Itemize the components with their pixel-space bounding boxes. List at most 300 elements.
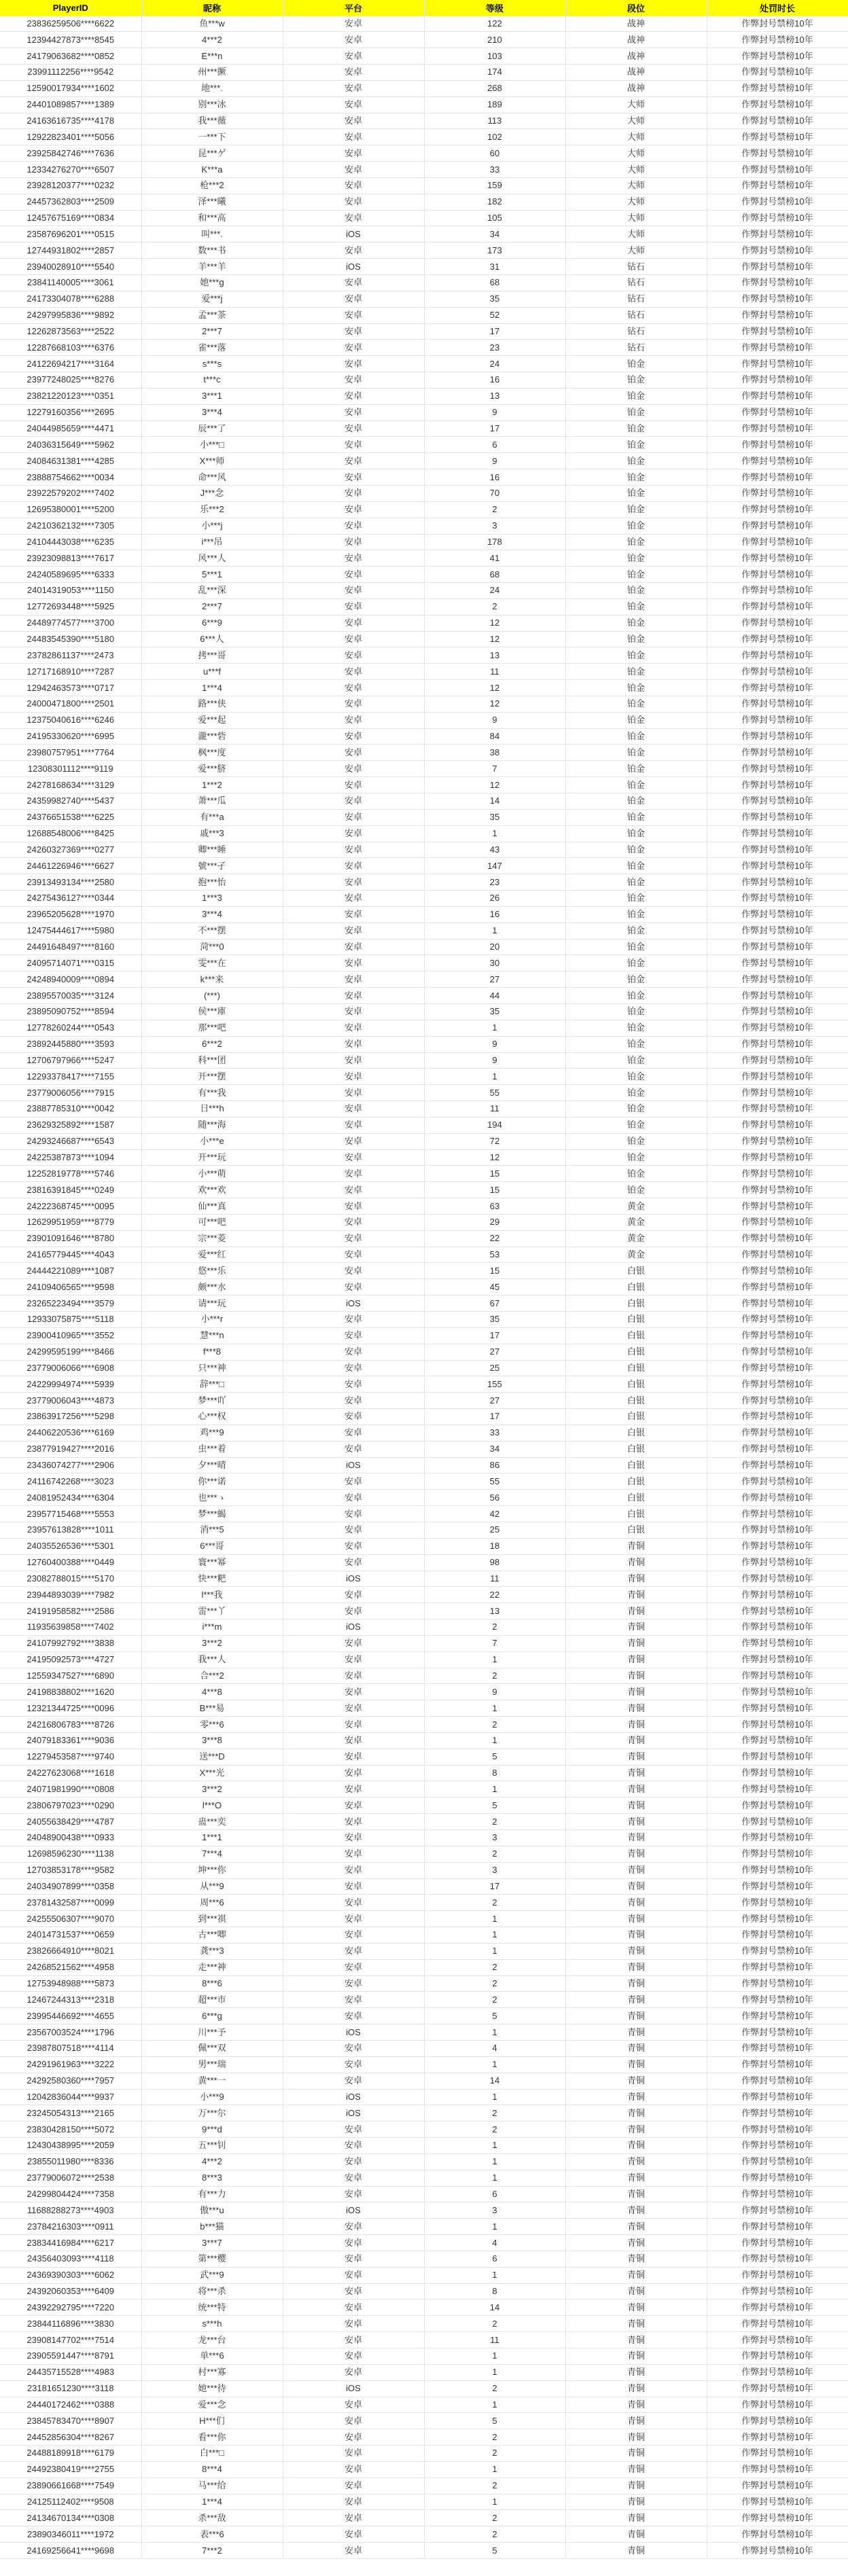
cell-penalty: 作弊封号禁榜10年	[707, 2024, 848, 2041]
cell-level: 155	[424, 1376, 565, 1393]
cell-player-id: 24457362803****2509	[0, 194, 141, 210]
cell-rank: 青铜	[565, 1554, 707, 1571]
cell-player-id: 24483545390****5180	[0, 631, 141, 647]
cell-platform: 安卓	[283, 971, 424, 988]
cell-player-id: 24268521562****4958	[0, 1959, 141, 1975]
cell-platform: 安卓	[283, 550, 424, 567]
cell-nickname: 4***8	[141, 1684, 283, 1700]
table-row	[0, 2526, 848, 2543]
cell-penalty: 作弊封号禁榜10年	[707, 307, 848, 323]
table-row	[0, 16, 848, 32]
cell-player-id: 12629951959****8779	[0, 1214, 141, 1230]
cell-nickname: 她***待	[141, 2380, 283, 2397]
cell-nickname: 川***予	[141, 2024, 283, 2041]
cell-player-id: 23841140005****3061	[0, 275, 141, 291]
cell-level: 3	[424, 2202, 565, 2219]
cell-rank: 铂金	[565, 583, 707, 599]
cell-platform: 安卓	[283, 1020, 424, 1036]
cell-penalty: 作弊封号禁榜10年	[707, 2348, 848, 2365]
cell-nickname: 有***我	[141, 1085, 283, 1101]
cell-platform: iOS	[283, 2024, 424, 2041]
table-row	[0, 32, 848, 48]
cell-nickname: 从***9	[141, 1878, 283, 1895]
cell-platform: 安卓	[283, 2494, 424, 2510]
cell-rank: 钻石	[565, 291, 707, 307]
cell-player-id: 24227623068****1618	[0, 1765, 141, 1781]
cell-nickname: 瀧***砦	[141, 728, 283, 745]
cell-penalty: 作弊封号禁榜10年	[707, 2413, 848, 2429]
table-row	[0, 145, 848, 162]
cell-platform: 安卓	[283, 1247, 424, 1263]
cell-penalty: 作弊封号禁榜10年	[707, 647, 848, 664]
cell-rank: 青铜	[565, 1814, 707, 1830]
cell-nickname: 6***9	[141, 615, 283, 631]
cell-rank: 铂金	[565, 567, 707, 583]
cell-platform: 安卓	[283, 1312, 424, 1328]
table-row	[0, 2364, 848, 2380]
table-row	[0, 1700, 848, 1717]
cell-rank: 铂金	[565, 1117, 707, 1133]
cell-penalty: 作弊封号禁榜10年	[707, 891, 848, 907]
cell-level: 45	[424, 1279, 565, 1295]
table-row	[0, 421, 848, 437]
cell-rank: 青铜	[565, 2413, 707, 2429]
cell-nickname: 欢***欢	[141, 1182, 283, 1198]
cell-level: 14	[424, 2300, 565, 2316]
cell-platform: 安卓	[283, 340, 424, 356]
table-row	[0, 906, 848, 923]
cell-player-id: 12559347527****6890	[0, 1668, 141, 1684]
cell-player-id: 24084631381****4285	[0, 453, 141, 469]
cell-player-id: 11688288273****4903	[0, 2202, 141, 2219]
cell-nickname: i***吊	[141, 534, 283, 550]
cell-player-id: 23826664910****8021	[0, 1943, 141, 1959]
cell-penalty: 作弊封号禁榜10年	[707, 2008, 848, 2024]
cell-player-id: 12717168910****7287	[0, 664, 141, 680]
table-row	[0, 1457, 848, 1473]
cell-penalty: 作弊封号禁榜10年	[707, 793, 848, 810]
cell-rank: 青铜	[565, 2283, 707, 2300]
cell-rank: 青铜	[565, 1635, 707, 1651]
cell-level: 12	[424, 696, 565, 712]
cell-rank: 白银	[565, 1473, 707, 1490]
cell-platform: 安卓	[283, 323, 424, 340]
cell-platform: 安卓	[283, 1732, 424, 1749]
table-row	[0, 2477, 848, 2494]
cell-penalty: 作弊封号禁榜10年	[707, 1749, 848, 1765]
cell-rank: 青铜	[565, 2105, 707, 2122]
cell-penalty: 作弊封号禁榜10年	[707, 226, 848, 243]
cell-rank: 白银	[565, 1506, 707, 1522]
cell-penalty: 作弊封号禁榜10年	[707, 809, 848, 825]
cell-rank: 青铜	[565, 1862, 707, 1878]
cell-penalty: 作弊封号禁榜10年	[707, 2219, 848, 2235]
cell-nickname: 小***□	[141, 437, 283, 453]
table-row	[0, 1360, 848, 1376]
cell-penalty: 作弊封号禁榜10年	[707, 194, 848, 210]
cell-penalty: 作弊封号禁榜10年	[707, 2494, 848, 2510]
cell-penalty: 作弊封号禁榜10年	[707, 858, 848, 874]
table-row	[0, 664, 848, 680]
cell-rank: 青铜	[565, 1700, 707, 1717]
cell-platform: 安卓	[283, 485, 424, 501]
cell-penalty: 作弊封号禁榜10年	[707, 2380, 848, 2397]
table-row	[0, 2380, 848, 2397]
cell-level: 102	[424, 129, 565, 145]
cell-nickname: 6***人	[141, 631, 283, 647]
cell-penalty: 作弊封号禁榜10年	[707, 32, 848, 48]
cell-level: 1	[424, 1927, 565, 1944]
cell-nickname: 有***力	[141, 2186, 283, 2202]
table-row	[0, 2446, 848, 2462]
cell-rank: 铂金	[565, 550, 707, 567]
table-row	[0, 2105, 848, 2122]
cell-player-id: 24134670134****0308	[0, 2510, 141, 2526]
cell-platform: 安卓	[283, 1490, 424, 1506]
cell-platform: 安卓	[283, 1052, 424, 1069]
cell-nickname: 走***神	[141, 1959, 283, 1975]
cell-penalty: 作弊封号禁榜10年	[707, 469, 848, 486]
cell-rank: 青铜	[565, 2089, 707, 2105]
cell-nickname: 寰***幂	[141, 1554, 283, 1571]
table-row	[0, 1263, 848, 1279]
cell-rank: 白银	[565, 1279, 707, 1295]
cell-penalty: 作弊封号禁榜10年	[707, 1862, 848, 1878]
table-row	[0, 113, 848, 129]
cell-platform: 安卓	[283, 2056, 424, 2073]
cell-platform: 安卓	[283, 2186, 424, 2202]
cell-rank: 白银	[565, 1457, 707, 1473]
table-row	[0, 259, 848, 275]
cell-rank: 青铜	[565, 2477, 707, 2494]
cell-level: 38	[424, 745, 565, 761]
cell-level: 268	[424, 80, 565, 96]
cell-platform: 安卓	[283, 1554, 424, 1571]
cell-rank: 青铜	[565, 2380, 707, 2397]
table-row	[0, 631, 848, 647]
cell-rank: 白银	[565, 1376, 707, 1393]
table-row	[0, 1069, 848, 1085]
table-row	[0, 1344, 848, 1360]
cell-level: 2	[424, 2105, 565, 2122]
cell-level: 15	[424, 1182, 565, 1198]
cell-nickname: s***h	[141, 2316, 283, 2332]
cell-player-id: 23781432587****0099	[0, 1895, 141, 1911]
cell-player-id: 12942463573****0717	[0, 680, 141, 696]
cell-level: 56	[424, 1490, 565, 1506]
table-row	[0, 567, 848, 583]
cell-level: 22	[424, 1587, 565, 1603]
cell-rank: 青铜	[565, 1538, 707, 1554]
cell-level: 12	[424, 1149, 565, 1166]
cell-platform: 安卓	[283, 1441, 424, 1457]
cell-level: 189	[424, 96, 565, 113]
cell-penalty: 作弊封号禁榜10年	[707, 96, 848, 113]
cell-nickname: K***a	[141, 162, 283, 178]
cell-nickname: 爱***j	[141, 291, 283, 307]
cell-player-id: 24125112402****9508	[0, 2494, 141, 2510]
cell-player-id: 24198838802****1620	[0, 1684, 141, 1700]
cell-rank: 青铜	[565, 2267, 707, 2283]
cell-platform: 安卓	[283, 2510, 424, 2526]
table-row	[0, 1571, 848, 1587]
table-row	[0, 96, 848, 113]
cell-platform: 安卓	[283, 1797, 424, 1814]
cell-nickname: 鱼***w	[141, 16, 283, 32]
cell-rank: 黄金	[565, 1214, 707, 1230]
cell-level: 2	[424, 2510, 565, 2526]
cell-player-id: 24440172462****0388	[0, 2397, 141, 2413]
cell-nickname: 第***樱	[141, 2251, 283, 2267]
cell-player-id: 24292580360****7957	[0, 2073, 141, 2089]
table-row	[0, 2397, 848, 2413]
cell-player-id: 24107992792****3838	[0, 1635, 141, 1651]
cell-penalty: 作弊封号禁榜10年	[707, 2153, 848, 2170]
cell-penalty: 作弊封号禁榜10年	[707, 2364, 848, 2380]
cell-level: 98	[424, 1554, 565, 1571]
cell-player-id: 24216806783****8726	[0, 1717, 141, 1733]
cell-player-id: 23892445880****3593	[0, 1036, 141, 1052]
cell-rank: 大师	[565, 177, 707, 194]
table-row	[0, 1166, 848, 1182]
cell-penalty: 作弊封号禁榜10年	[707, 1133, 848, 1149]
cell-nickname: u***f	[141, 664, 283, 680]
cell-level: 33	[424, 162, 565, 178]
cell-penalty: 作弊封号禁榜10年	[707, 1166, 848, 1182]
cell-nickname: 悠***乐	[141, 1263, 283, 1279]
cell-platform: 安卓	[283, 1895, 424, 1911]
cell-player-id: 12744931802****2857	[0, 243, 141, 259]
cell-penalty: 作弊封号禁榜10年	[707, 210, 848, 226]
cell-platform: 安卓	[283, 1376, 424, 1393]
cell-nickname: 快***粑	[141, 1571, 283, 1587]
cell-penalty: 作弊封号禁榜10年	[707, 1765, 848, 1781]
cell-nickname: 8***6	[141, 1975, 283, 1992]
cell-level: 147	[424, 858, 565, 874]
cell-nickname: 五***钊	[141, 2138, 283, 2154]
cell-penalty: 作弊封号禁榜10年	[707, 825, 848, 842]
cell-nickname: (***)	[141, 988, 283, 1004]
cell-nickname: 可***吧	[141, 1214, 283, 1230]
table-row	[0, 1895, 848, 1911]
table-row	[0, 1732, 848, 1749]
cell-nickname: 爱***念	[141, 2397, 283, 2413]
cell-player-id: 24491648497****8160	[0, 939, 141, 955]
cell-player-id: 23905591447****8791	[0, 2348, 141, 2365]
cell-level: 11	[424, 1571, 565, 1587]
cell-level: 14	[424, 793, 565, 810]
cell-nickname: k***来	[141, 971, 283, 988]
cell-nickname: 爱***脐	[141, 761, 283, 777]
cell-penalty: 作弊封号禁榜10年	[707, 1522, 848, 1538]
cell-platform: 安卓	[283, 2122, 424, 2138]
table-row	[0, 437, 848, 453]
cell-platform: 安卓	[283, 1214, 424, 1230]
cell-rank: 大师	[565, 194, 707, 210]
cell-level: 24	[424, 583, 565, 599]
cell-nickname: 不***摆	[141, 923, 283, 939]
table-row	[0, 874, 848, 891]
cell-penalty: 作弊封号禁榜10年	[707, 2316, 848, 2332]
cell-level: 1	[424, 2138, 565, 2154]
cell-nickname: 龙***台	[141, 2332, 283, 2348]
cell-nickname: 孟***茶	[141, 307, 283, 323]
cell-penalty: 作弊封号禁榜10年	[707, 404, 848, 421]
cell-penalty: 作弊封号禁榜10年	[707, 1635, 848, 1651]
table-row	[0, 356, 848, 372]
table-row	[0, 2153, 848, 2170]
cell-player-id: 12375040616****6246	[0, 712, 141, 728]
cell-player-id: 24461226946****6627	[0, 858, 141, 874]
table-row	[0, 1490, 848, 1506]
cell-nickname: 白***□	[141, 2446, 283, 2462]
cell-penalty: 作弊封号禁榜10年	[707, 761, 848, 777]
cell-player-id: 24000471800****2501	[0, 696, 141, 712]
cell-platform: 安卓	[283, 177, 424, 194]
cell-nickname: 我***薇	[141, 113, 283, 129]
cell-platform: 安卓	[283, 1781, 424, 1797]
table-row	[0, 1620, 848, 1636]
cell-level: 5	[424, 1797, 565, 1814]
table-row	[0, 1182, 848, 1198]
table-row	[0, 1279, 848, 1295]
cell-platform: 安卓	[283, 825, 424, 842]
cell-penalty: 作弊封号禁榜10年	[707, 2235, 848, 2251]
table-row	[0, 129, 848, 145]
cell-nickname: 鸡***9	[141, 1425, 283, 1441]
cell-rank: 铂金	[565, 939, 707, 955]
cell-level: 2	[424, 1975, 565, 1992]
table-row	[0, 1101, 848, 1117]
cell-rank: 白银	[565, 1409, 707, 1425]
cell-platform: iOS	[283, 1571, 424, 1587]
cell-platform: 安卓	[283, 2332, 424, 2348]
cell-nickname: 消***5	[141, 1522, 283, 1538]
cell-level: 8	[424, 2283, 565, 2300]
cell-rank: 青铜	[565, 2526, 707, 2543]
cell-penalty: 作弊封号禁榜10年	[707, 1441, 848, 1457]
cell-player-id: 12042836044****9937	[0, 2089, 141, 2105]
cell-player-id: 12279160356****2695	[0, 404, 141, 421]
cell-rank: 铂金	[565, 534, 707, 550]
cell-player-id: 24104443038****6235	[0, 534, 141, 550]
cell-rank: 青铜	[565, 2543, 707, 2559]
table-row	[0, 1781, 848, 1797]
cell-level: 1	[424, 2153, 565, 2170]
cell-rank: 大师	[565, 210, 707, 226]
cell-rank: 铂金	[565, 631, 707, 647]
cell-nickname: 1***3	[141, 891, 283, 907]
cell-rank: 铂金	[565, 1003, 707, 1020]
cell-level: 12	[424, 680, 565, 696]
table-row	[0, 1295, 848, 1312]
cell-level: 1	[424, 1651, 565, 1668]
cell-platform: 安卓	[283, 534, 424, 550]
cell-platform: 安卓	[283, 939, 424, 955]
cell-level: 2	[424, 1992, 565, 2008]
cell-rank: 青铜	[565, 2332, 707, 2348]
cell-platform: 安卓	[283, 129, 424, 145]
cell-platform: 安卓	[283, 113, 424, 129]
cell-platform: 安卓	[283, 1927, 424, 1944]
cell-platform: 安卓	[283, 1198, 424, 1215]
cell-player-id: 23845783470****8907	[0, 2413, 141, 2429]
table-row	[0, 923, 848, 939]
cell-penalty: 作弊封号禁榜10年	[707, 664, 848, 680]
table-row	[0, 291, 848, 307]
cell-platform: 安卓	[283, 598, 424, 615]
cell-platform: 安卓	[283, 2251, 424, 2267]
cell-nickname: 3***4	[141, 906, 283, 923]
table-row	[0, 275, 848, 291]
cell-level: 5	[424, 2008, 565, 2024]
cell-level: 27	[424, 971, 565, 988]
table-row	[0, 1085, 848, 1101]
table-row	[0, 372, 848, 389]
cell-player-id: 24444221089****1087	[0, 1263, 141, 1279]
cell-player-id: 12293378417****7155	[0, 1069, 141, 1085]
cell-penalty: 作弊封号禁榜10年	[707, 2510, 848, 2526]
cell-rank: 铂金	[565, 745, 707, 761]
cell-penalty: 作弊封号禁榜10年	[707, 1717, 848, 1733]
cell-rank: 铂金	[565, 469, 707, 486]
cell-penalty: 作弊封号禁榜10年	[707, 2202, 848, 2219]
cell-platform: 安卓	[283, 372, 424, 389]
cell-nickname: 开***摆	[141, 1069, 283, 1085]
cell-nickname: 萧***瓜	[141, 793, 283, 810]
cell-level: 1	[424, 2170, 565, 2186]
cell-rank: 铂金	[565, 664, 707, 680]
cell-level: 43	[424, 842, 565, 858]
cell-nickname: 1***4	[141, 680, 283, 696]
cell-platform: 安卓	[283, 712, 424, 728]
cell-player-id: 24255506307****9070	[0, 1911, 141, 1927]
table-row	[0, 1797, 848, 1814]
cell-rank: 青铜	[565, 2056, 707, 2073]
table-row	[0, 1846, 848, 1862]
table-row	[0, 243, 848, 259]
cell-penalty: 作弊封号禁榜10年	[707, 777, 848, 793]
cell-player-id: 24435715528****4983	[0, 2364, 141, 2380]
cell-player-id: 23836259506****6622	[0, 16, 141, 32]
cell-nickname: 8***4	[141, 2461, 283, 2477]
cell-player-id: 12475444617****5980	[0, 923, 141, 939]
cell-rank: 青铜	[565, 1651, 707, 1668]
cell-player-id: 24055638429****4787	[0, 1814, 141, 1830]
cell-rank: 铂金	[565, 1182, 707, 1198]
cell-player-id: 23923098813****7617	[0, 550, 141, 567]
cell-platform: 安卓	[283, 874, 424, 891]
cell-player-id: 24116742268****3023	[0, 1473, 141, 1490]
cell-platform: 安卓	[283, 2170, 424, 2186]
table-row	[0, 2251, 848, 2267]
cell-player-id: 24169256641****9698	[0, 2543, 141, 2559]
cell-platform: 安卓	[283, 1587, 424, 1603]
cell-penalty: 作弊封号禁榜10年	[707, 2089, 848, 2105]
table-row	[0, 1376, 848, 1393]
cell-platform: 安卓	[283, 404, 424, 421]
cell-level: 1	[424, 1020, 565, 1036]
cell-nickname: 2***7	[141, 323, 283, 340]
cell-rank: 大师	[565, 96, 707, 113]
cell-level: 2	[424, 1895, 565, 1911]
cell-player-id: 23779006072****2538	[0, 2170, 141, 2186]
cell-penalty: 作弊封号禁榜10年	[707, 583, 848, 599]
cell-rank: 青铜	[565, 1765, 707, 1781]
cell-penalty: 作弊封号禁榜10年	[707, 534, 848, 550]
cell-player-id: 23890346011****1972	[0, 2526, 141, 2543]
cell-nickname: 武***9	[141, 2267, 283, 2283]
